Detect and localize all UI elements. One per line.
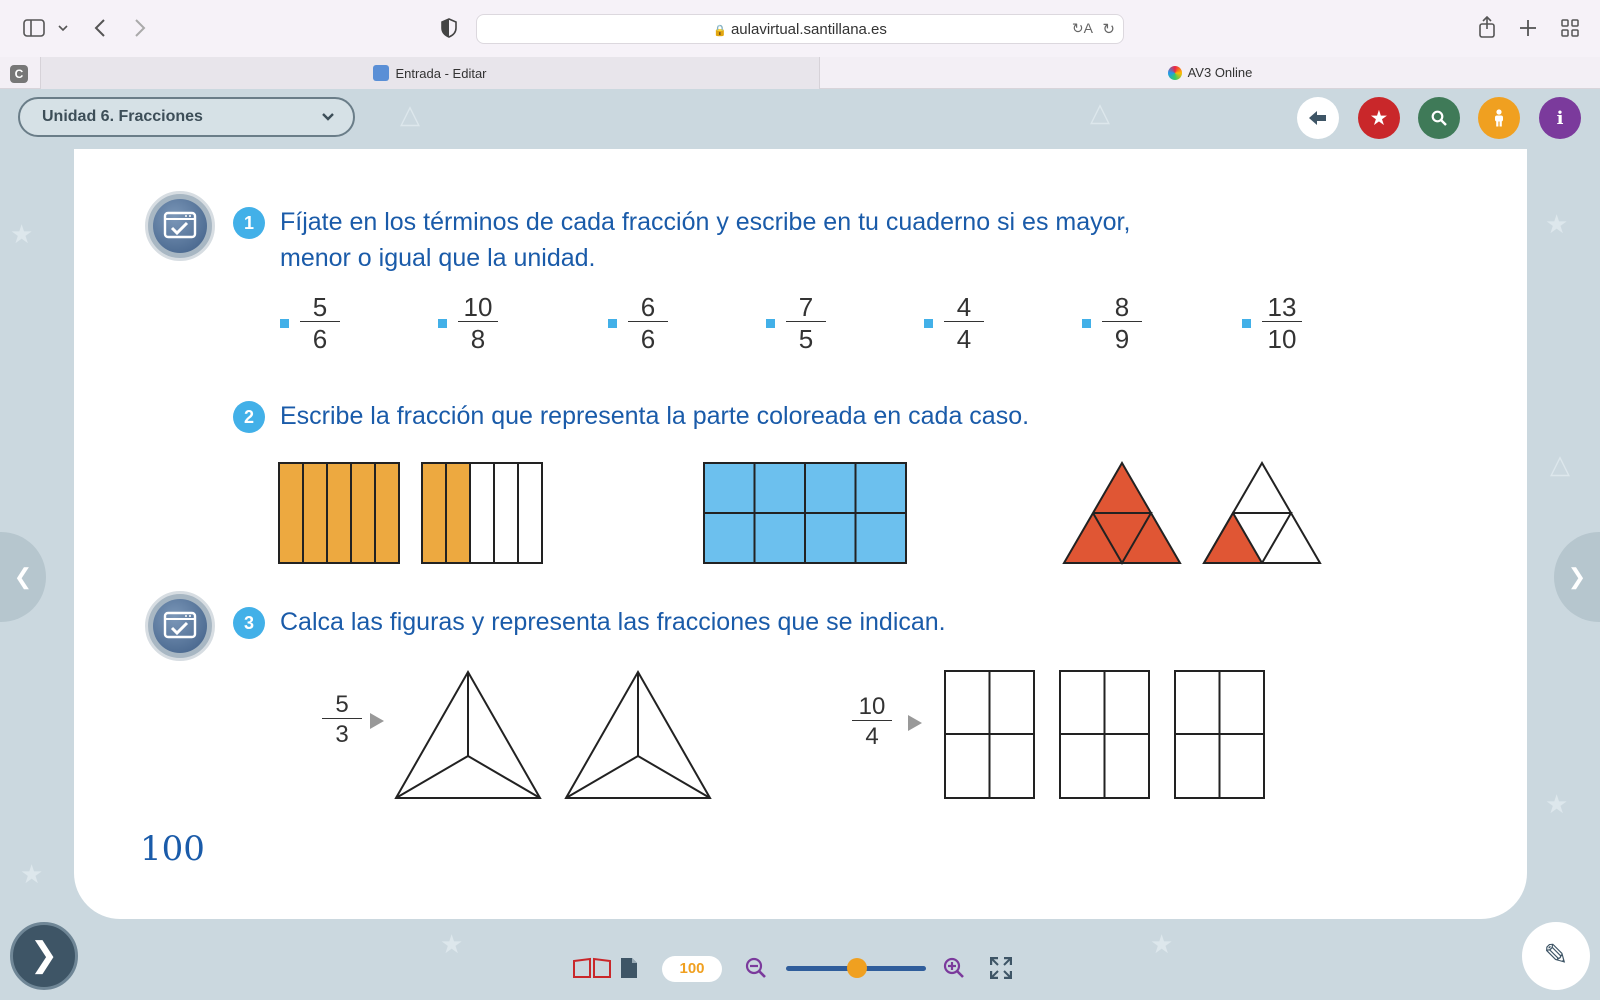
av3-favicon-icon [1168,66,1182,80]
new-tab-icon[interactable] [1519,19,1537,37]
triangle-outline-figure [394,670,714,800]
pencil-icon: ✎ [1543,939,1569,972]
url-text: 🔒 aulavirtual.santillana.es [713,21,887,38]
forward-arrow-icon[interactable] [134,18,146,38]
question-number: 3 [233,607,265,639]
star-icon: ★ [1370,108,1388,128]
address-bar[interactable] [476,14,1124,44]
chevron-right-icon: ❯ [1567,564,1587,589]
fraction-item [766,292,846,356]
back-button[interactable] [1297,97,1339,139]
person-icon [1492,109,1506,127]
menu-expand-button[interactable] [10,922,78,990]
fraction-item [280,292,360,356]
bullet-icon [438,319,447,328]
privacy-shield-icon[interactable] [441,18,457,38]
fraction-item [608,292,688,356]
lock-icon: 🔒 [713,25,727,37]
question-number: 1 [233,207,265,239]
previous-page-button[interactable] [0,532,46,622]
fraction-item [1242,292,1322,356]
decoration-star-icon: ★ [1545,789,1569,819]
fraction-item [1082,292,1162,356]
decoration-triangle-icon: △ [400,99,420,129]
zoom-in-icon[interactable] [943,957,965,979]
fraction: $\frac{7}{5}$ [786,292,826,354]
play-arrow-icon [908,715,922,731]
back-arrow-icon[interactable] [94,18,106,38]
interactive-activity-button[interactable] [145,191,215,261]
question-text: Calca las figuras y representa las fracciones que se indican. [280,608,946,636]
fraction: $\frac{10}{8}$ [458,292,498,354]
fraction: $\frac{4}{4}$ [944,292,984,354]
fraction: $\frac{13}{10}$ [1262,292,1302,354]
decoration-star-icon: ★ [440,929,464,959]
pinned-tab-c[interactable]: C [10,65,28,83]
arrow-left-icon [1309,110,1327,126]
favorites-button[interactable] [1358,97,1400,139]
bullet-icon [1242,319,1251,328]
decoration-star-icon: ★ [10,219,34,249]
browser-toolbar [0,0,1600,57]
single-page-icon[interactable] [620,957,638,979]
chevron-left-icon: ❮ [13,564,33,589]
fullscreen-icon[interactable] [990,957,1012,979]
app-area [0,89,1600,1000]
decoration-triangle-icon: △ [1550,449,1570,479]
accessibility-button[interactable] [1478,97,1520,139]
tab-bar [0,57,1600,89]
blue-grid-figure [703,462,909,566]
checklist-window-icon [153,199,207,253]
fraction-item [924,292,1004,356]
bullet-icon [280,319,289,328]
checklist-window-icon [153,599,207,653]
search-button[interactable] [1418,97,1460,139]
question-text: Fíjate en los términos de cada fracción y escribe en tu cuaderno si es mayor, menor o igual que la unidad. [280,208,1131,272]
decoration-triangle-icon: △ [1090,97,1110,127]
fraction: $\frac{5}{3}$ [322,691,362,749]
search-icon [1431,110,1447,126]
play-arrow-icon [370,713,384,729]
decoration-star-icon: ★ [1150,929,1174,959]
tab-av3-online[interactable]: AV3 Online [820,57,1600,89]
zoom-slider-thumb[interactable] [847,958,867,978]
unit-select[interactable] [18,97,355,137]
fraction-item [438,292,518,356]
chevron-down-icon[interactable] [58,24,68,32]
tab-overview-icon[interactable] [1561,19,1579,37]
zoom-value[interactable]: 100 [662,956,722,982]
bullet-icon [924,319,933,328]
interactive-activity-button[interactable] [145,591,215,661]
chevron-down-icon [321,112,335,122]
decoration-star-icon: ★ [1545,209,1569,239]
chevron-right-icon: ❯ [29,936,59,974]
fraction: $\frac{8}{9}$ [1102,292,1142,354]
next-page-button[interactable] [1554,532,1600,622]
tab-entrada-editar[interactable]: Entrada - Editar [40,57,820,89]
fraction: $\frac{6}{6}$ [628,292,668,354]
blogger-favicon-icon [373,65,389,81]
decoration-star-icon: ★ [20,859,44,889]
info-button[interactable] [1539,97,1581,139]
bullet-icon [766,319,775,328]
bullet-icon [608,319,617,328]
info-icon: i [1556,108,1564,129]
textbook-page [74,149,1527,919]
sidebar-toggle-icon[interactable] [23,19,45,37]
squares-outline-figure [944,670,1268,800]
share-icon[interactable] [1478,16,1496,38]
red-triangles-figure [1063,462,1327,566]
fraction: $\frac{5}{6}$ [300,292,340,354]
fraction: $\frac{10}{4}$ [852,693,892,751]
reload-icon[interactable]: ↻ [1102,21,1115,38]
question-text: Escribe la fracción que representa la parte coloreada en cada caso. [280,402,1030,430]
question-number: 2 [233,401,265,433]
double-page-icon[interactable] [572,957,612,979]
unit-select-label: Unidad 6. Fracciones [42,108,203,125]
pencil-tool-button[interactable] [1522,922,1590,990]
zoom-out-icon[interactable] [745,957,767,979]
bullet-icon [1082,319,1091,328]
orange-bars-figure [278,462,544,566]
translate-icon[interactable]: ↻A [1071,20,1093,36]
page-number: 100 [140,829,205,869]
